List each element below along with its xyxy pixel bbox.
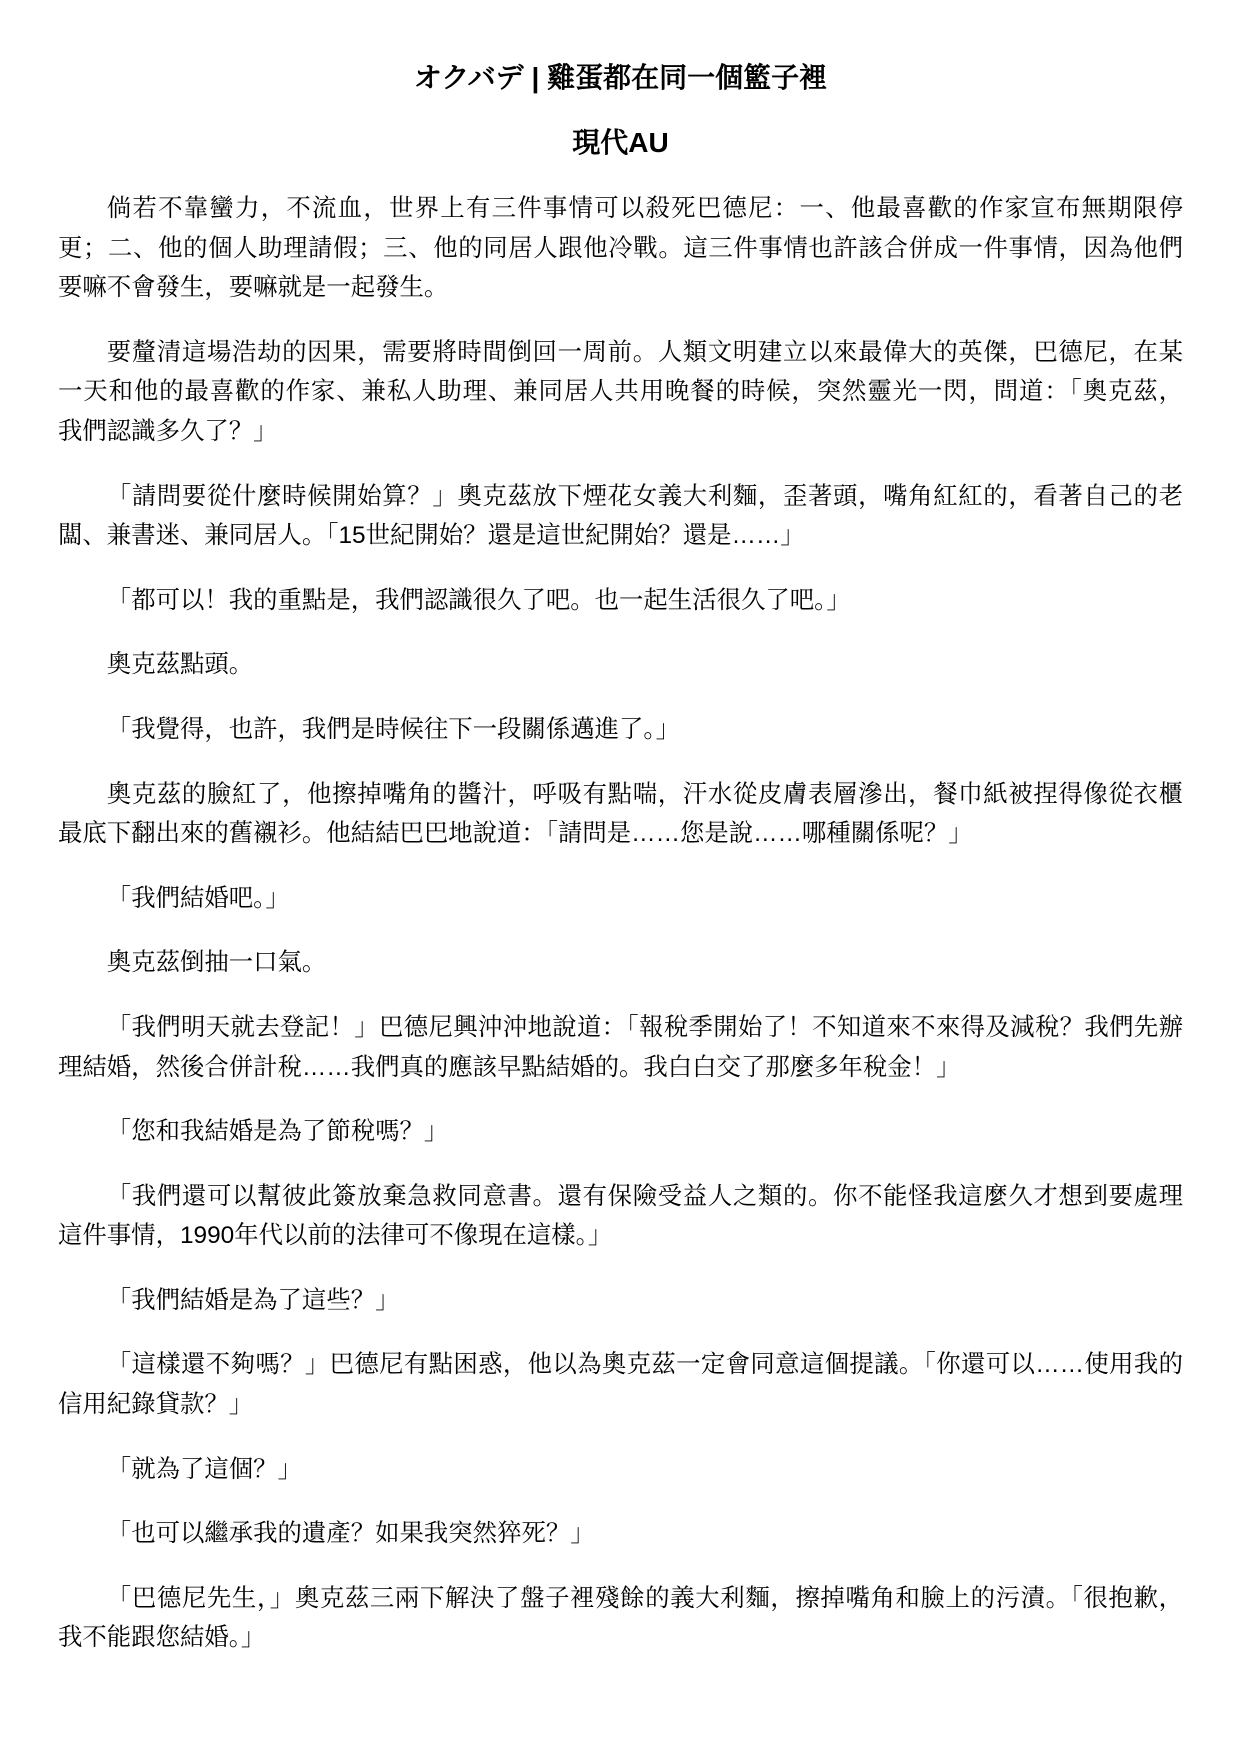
paragraph-line: 要嘛不會發生，要嘛就是一起發生。: [58, 274, 449, 302]
paragraph-line: 信用紀錄貸款？」: [58, 1391, 254, 1419]
paragraph-1: [58, 189, 1183, 308]
paragraph-10: [58, 1008, 1183, 1087]
paragraph-15: [58, 1450, 1183, 1490]
paragraph-13: [58, 1281, 1183, 1321]
paragraph-line: 我們認識多久了？」: [58, 417, 278, 445]
document-title: オクバデ | 雞蛋都在同一個籃子裡: [413, 62, 828, 93]
paragraph-line: 奧克茲的臉紅了，他擦掉嘴角的醬汁，呼吸有點喘，汗水從皮膚表層滲出，餐巾紙被捏得像從衣櫃: [106, 780, 1183, 808]
paragraph-line: 「就為了這個？」: [106, 1455, 302, 1483]
paragraph-line: 「也可以繼承我的遺產？如果我突然猝死？」: [106, 1520, 595, 1548]
paragraph-16: [58, 1514, 1183, 1554]
paragraph-line: 更；二、他的個人助理請假；三、他的同居人跟他冷戰。這三件事情也許該合併成一件事情，因為他們: [58, 234, 1183, 262]
paragraph-line: 奧克茲倒抽一口氣。: [106, 949, 327, 977]
paragraph-line: 「巴德尼先生，」奧克茲三兩下解決了盤子裡殘餘的義大利麵，擦掉嘴角和臉上的污漬。「很抱歉，: [106, 1584, 1183, 1612]
paragraph-line: 「我們明天就去登記！」巴德尼興沖沖地說道：「報稅季開始了！不知道來不來得及減稅？我們先辦: [106, 1013, 1183, 1041]
paragraph-5: [58, 645, 1183, 685]
paragraph-line: 奧克茲點頭。: [106, 651, 254, 679]
paragraph-line: 要釐清這場浩劫的因果，需要將時間倒回一周前。人類文明建立以來最偉大的英傑，巴德尼，在某: [106, 338, 1183, 366]
story-text: [58, 189, 1183, 1658]
paragraph-line: 「我們結婚是為了這些？」: [106, 1286, 400, 1314]
paragraph-line: 最底下翻出來的舊襯衫。他結結巴巴地說道：「請問是……您是說……哪種關係呢？」: [58, 820, 973, 848]
paragraph-4: [58, 581, 1183, 621]
paragraph-9: [58, 943, 1183, 983]
paragraph-12: [58, 1177, 1183, 1256]
paragraph-17: [58, 1579, 1183, 1658]
paragraph-7: [58, 775, 1183, 854]
paragraph-line: 「請問要從什麼時候開始算？」奧克茲放下煙花女義大利麵，歪著頭，嘴角紅紅的，看著自己的老: [106, 482, 1183, 510]
document-body: [58, 0, 1183, 1683]
paragraph-line: 「您和我結婚是為了節稅嗎？」: [106, 1118, 449, 1146]
paragraph-line: 我不能跟您結婚。」: [58, 1624, 266, 1652]
paragraph-line: 「我們還可以幫彼此簽放棄急救同意書。還有保險受益人之類的。你不能怪我這麼久才想到要處理: [106, 1182, 1183, 1210]
paragraph-11: [58, 1112, 1183, 1152]
paragraph-6: [58, 710, 1183, 750]
paragraph-line: 一天和他的最喜歡的作家、兼私人助理、兼同居人共用晚餐的時候，突然靈光一閃，問道：「奧克茲，: [58, 378, 1183, 406]
paragraph-line: 闆、兼書迷、兼同居人。「15世紀開始？還是這世紀開始？還是……」: [58, 522, 805, 550]
document-subtitle: 現代AU: [572, 127, 669, 158]
paragraph-2: [58, 333, 1183, 452]
paragraph-3: [58, 477, 1183, 556]
paragraph-14: [58, 1345, 1183, 1424]
paragraph-line: 理結婚，然後合併計稅……我們真的應該早點結婚的。我白白交了那麼多年稅金！」: [58, 1053, 961, 1081]
paragraph-line: 「我們結婚吧。」: [106, 884, 290, 912]
paragraph-line: 「這樣還不夠嗎？」巴德尼有點困惑，他以為奧克茲一定會同意這個提議。「你還可以……使用我的: [106, 1351, 1183, 1379]
paragraph-line: 倘若不靠蠻力，不流血，世界上有三件事情可以殺死巴德尼：一、他最喜歡的作家宣布無期限停: [106, 195, 1183, 222]
paragraph-line: 「我覺得，也許，我們是時候往下一段關係邁進了。」: [106, 715, 680, 743]
paragraph-line: 「都可以！我的重點是，我們認識很久了吧。也一起生活很久了吧。」: [106, 586, 851, 614]
paragraph-line: 這件事情，1990年代以前的法律可不像現在這樣。」: [58, 1222, 613, 1250]
paragraph-8: [58, 879, 1183, 919]
